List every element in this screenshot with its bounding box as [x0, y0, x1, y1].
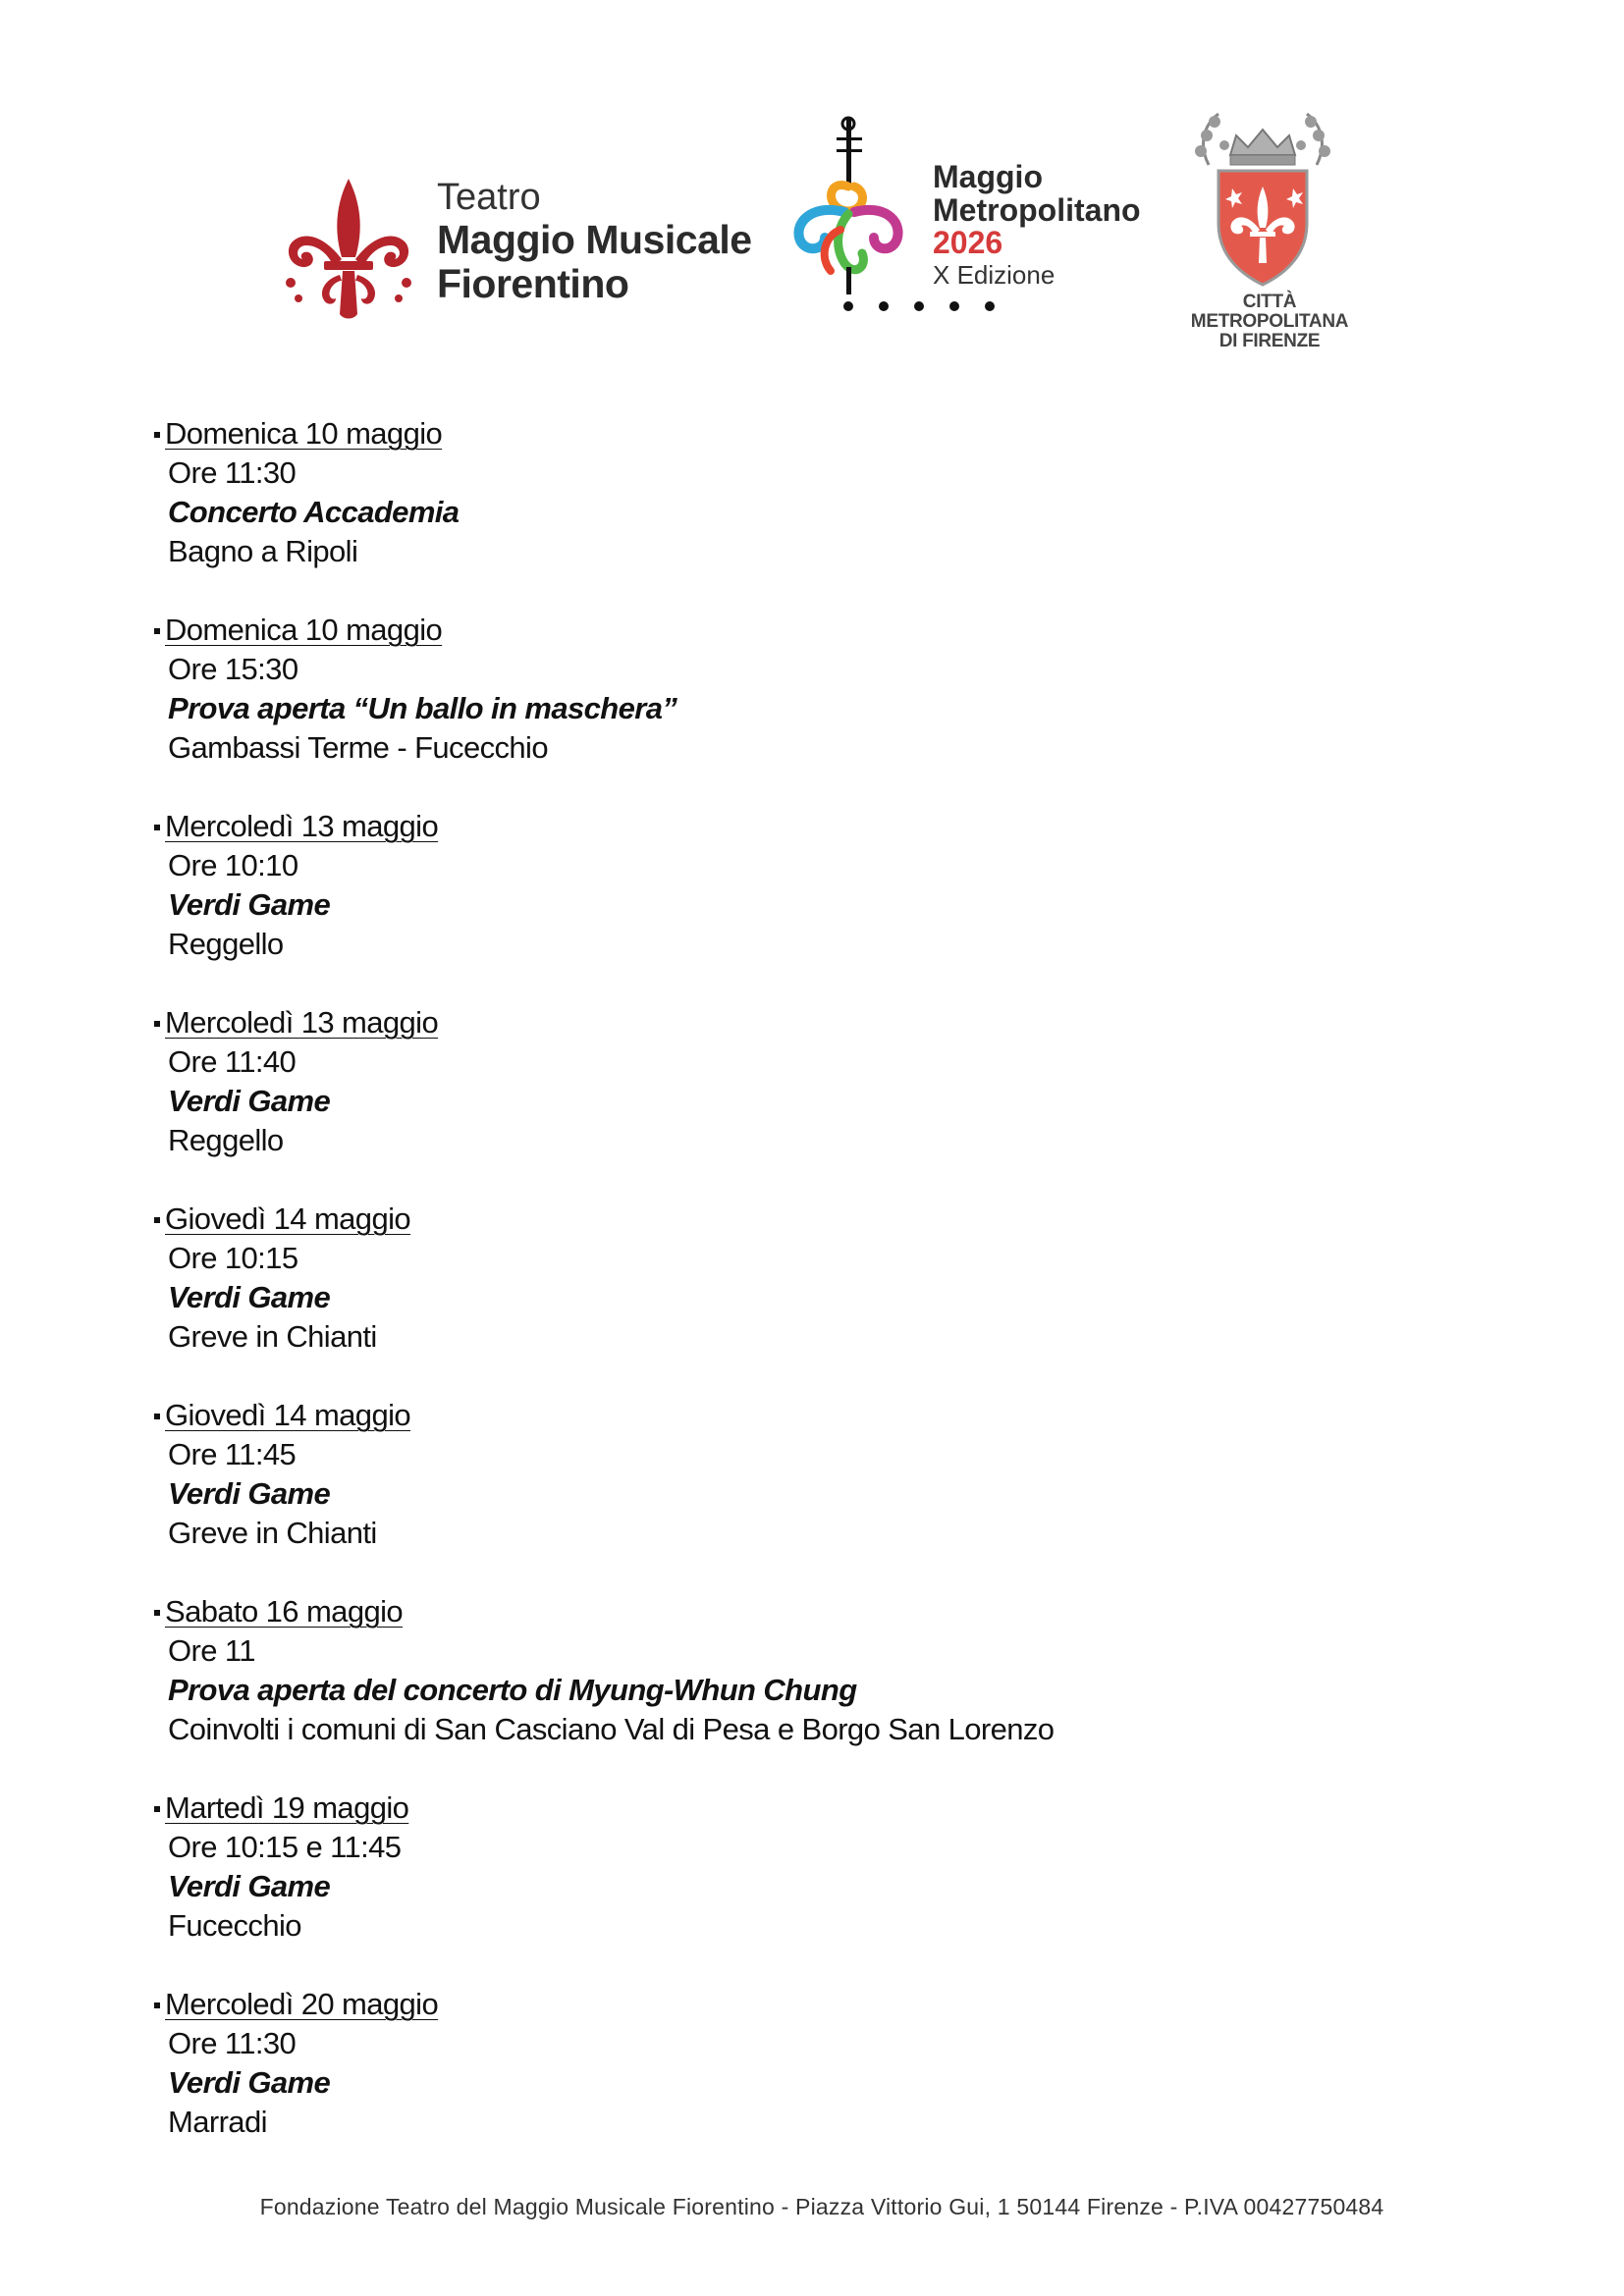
event-item [154, 1200, 1431, 1357]
bullet-icon [154, 1217, 160, 1223]
teatro-wordmark [437, 179, 752, 308]
event-item [154, 807, 1431, 964]
mm-line-2: Metropolitano [933, 191, 1141, 228]
bullet-icon [154, 2002, 160, 2008]
event-date: Giovedì 14 maggio [165, 1398, 411, 1432]
event-item [154, 1789, 1431, 1946]
footer-text: Fondazione Teatro del Maggio Musicale Fiorentino - Piazza Vittorio Gui, 1 50144 Firenze - P.IVA 00427750484 [259, 2194, 1384, 2219]
event-date: Mercoledì 20 maggio [165, 1987, 439, 2021]
event-date: Mercoledì 13 maggio [165, 1005, 439, 1040]
event-time: Ore 11:30 [168, 455, 297, 490]
citta-wordmark [1173, 293, 1366, 351]
mm-line-1: Maggio [933, 159, 1043, 194]
teatro-maggio-logo [285, 177, 766, 324]
event-title: Verdi Game [168, 1280, 331, 1314]
event-title: Verdi Game [168, 887, 331, 922]
event-title: Prova aperta “Un ballo in maschera” [168, 691, 677, 725]
teatro-line-1: Teatro [437, 177, 541, 218]
event-time: Ore 11:30 [168, 2026, 297, 2060]
mm-edition: X Edizione [933, 259, 1056, 290]
maggio-metropolitano-wordmark [933, 161, 1141, 289]
event-title: Verdi Game [168, 1476, 331, 1511]
bullet-icon [154, 628, 160, 634]
event-title: Prova aperta del concerto di Myung-Whun Chung [168, 1673, 857, 1707]
event-date: Giovedì 14 maggio [165, 1201, 411, 1236]
teatro-line-2: Maggio Musicale [437, 217, 752, 262]
event-item [154, 1396, 1431, 1553]
event-place: Reggello [168, 1123, 284, 1157]
event-place: Fucecchio [168, 1908, 301, 1943]
event-date: Domenica 10 maggio [165, 416, 443, 451]
event-date: Mercoledì 13 maggio [165, 809, 439, 843]
event-list [154, 414, 1431, 2181]
maggio-metropolitano-logo [785, 110, 1159, 326]
event-item [154, 1592, 1431, 1749]
bullet-icon [154, 1021, 160, 1027]
event-title: Verdi Game [168, 1084, 331, 1118]
event-place: Greve in Chianti [168, 1516, 377, 1550]
bullet-icon [154, 1610, 160, 1616]
citta-line-1: CITTÀ METROPOLITANA [1190, 292, 1349, 332]
event-date: Martedì 19 maggio [165, 1790, 409, 1825]
event-title: Concerto Accademia [168, 495, 460, 529]
event-time: Ore 15:30 [168, 652, 298, 686]
event-item [154, 1985, 1431, 2142]
event-date: Sabato 16 maggio [165, 1594, 404, 1629]
teatro-line-3: Fiorentino [437, 261, 629, 306]
event-place: Bagno a Ripoli [168, 534, 358, 568]
event-time: Ore 10:15 [168, 1241, 298, 1275]
page-header [0, 0, 1624, 353]
event-item [154, 414, 1431, 571]
bullet-icon [154, 1806, 160, 1812]
event-time: Ore 10:15 e 11:45 [168, 1830, 402, 1864]
citta-line-2: DI FIRENZE [1218, 330, 1321, 351]
event-item [154, 611, 1431, 768]
event-place: Greve in Chianti [168, 1319, 377, 1354]
bullet-icon [154, 1414, 160, 1419]
event-place: Gambassi Terme - Fucecchio [168, 730, 548, 765]
event-time: Ore 11:45 [168, 1437, 297, 1471]
event-date: Domenica 10 maggio [165, 613, 443, 647]
event-place: Reggello [168, 927, 284, 961]
event-place: Marradi [168, 2105, 267, 2139]
citta-metropolitana-logo [1173, 106, 1370, 351]
bullet-icon [154, 432, 160, 438]
event-title: Verdi Game [168, 1869, 331, 1903]
red-lily-icon [285, 177, 412, 322]
coat-of-arms-icon [1189, 106, 1336, 293]
event-time: Ore 11:40 [168, 1044, 297, 1079]
event-place: Coinvolti i comuni di San Casciano Val di Pesa e Borgo San Lorenzo [168, 1712, 1055, 1746]
bullet-icon [154, 825, 160, 830]
event-title: Verdi Game [168, 2065, 331, 2100]
event-time: Ore 10:10 [168, 848, 298, 882]
event-item [154, 1003, 1431, 1160]
mm-year: 2026 [933, 225, 1003, 261]
event-time: Ore 11 [168, 1633, 255, 1668]
